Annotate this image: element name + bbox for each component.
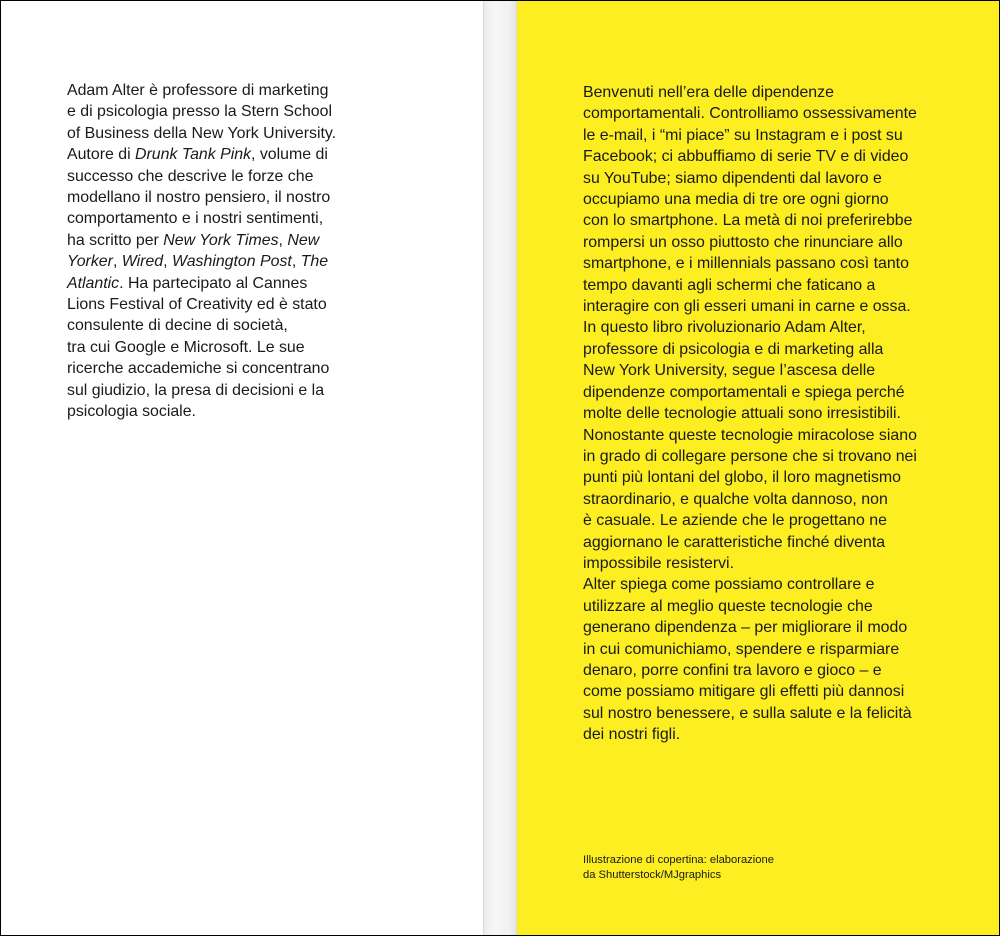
- bio-line: [67, 230, 367, 251]
- blurb-line: generano dipendenza – per migliorare il modo: [583, 619, 908, 637]
- bio-line: e di psicologia presso la Stern School: [67, 103, 332, 121]
- blurb-line: Alter spiega come possiamo controllare e: [583, 576, 875, 594]
- blurb-line: occupiamo una media di tre ore ogni giorno: [583, 191, 889, 209]
- blurb-line: in cui comunichiamo, spendere e risparmiare: [583, 640, 900, 658]
- right-flap-page: [517, 1, 999, 935]
- bio-line: ricerche accademiche si concentrano: [67, 360, 330, 378]
- blurb-line: in grado di collegare persone che si trovano nei: [583, 447, 917, 465]
- blurb-line: su YouTube; siamo dipendenti dal lavoro e: [583, 169, 882, 187]
- blurb-line: molte delle tecnologie attuali sono irresistibili.: [583, 405, 901, 423]
- bio-line: Lions Festival of Creativity ed è stato: [67, 296, 327, 314]
- blurb-line: come possiamo mitigare gli effetti più dannosi: [583, 683, 905, 701]
- bio-text-fragment: ha scritto per: [67, 231, 164, 249]
- publication-wired: Wired: [121, 253, 164, 271]
- publication-washington-post: Washington Post: [171, 253, 292, 271]
- blurb-line: impossibile resistervi.: [583, 554, 734, 572]
- blurb-line: sul nostro benessere, e sulla salute e la felicità: [583, 704, 912, 722]
- credit-line: da Shutterstock/MJgraphics: [583, 869, 722, 881]
- blurb-line: In questo libro rivoluzionario Adam Alter,: [583, 319, 866, 337]
- cover-illustration-credit: [583, 853, 843, 883]
- bio-text-fragment: ,: [278, 231, 288, 249]
- blurb-line: le e-mail, i “mi piace” su Instagram e i post su: [583, 126, 903, 144]
- bio-text-fragment: Autore di: [67, 146, 136, 164]
- publication-the-atlantic-part1: The: [300, 253, 329, 271]
- blurb-line: professore di psicologia e di marketing alla: [583, 340, 884, 358]
- bio-text-fragment: ,: [112, 253, 122, 271]
- blurb-paragraph-2: [583, 317, 935, 574]
- bio-line: successo che descrive le forze che: [67, 167, 314, 185]
- bio-line: sul giudizio, la presa di decisioni e la: [67, 381, 325, 399]
- blurb-paragraph-1: [583, 82, 935, 317]
- book-title-drunk-tank-pink: Drunk Tank Pink: [135, 146, 252, 164]
- blurb-line: aggiornano le caratteristiche finché diventa: [583, 533, 886, 551]
- bio-line: of Business della New York University.: [67, 124, 337, 142]
- bio-line: tra cui Google e Microsoft. Le sue: [67, 338, 305, 356]
- bio-line: [67, 144, 367, 165]
- book-blurb: [583, 82, 935, 746]
- credit-line: Illustrazione di copertina: elaborazione: [583, 854, 774, 866]
- blurb-line: interagire con gli esseri umani in carne e ossa.: [583, 298, 911, 316]
- bio-line: [67, 251, 367, 272]
- blurb-line: è casuale. Le aziende che le progettano ne: [583, 512, 887, 530]
- blurb-paragraph-3: [583, 574, 935, 745]
- bio-text-fragment: ,: [291, 253, 301, 271]
- blurb-line: rompersi un osso piuttosto che rinunciare allo: [583, 233, 903, 251]
- bio-line: Adam Alter è professore di marketing: [67, 82, 329, 99]
- blurb-line: Nonostante queste tecnologie miracolose siano: [583, 426, 917, 444]
- publication-new-yorker-part1: New: [287, 231, 320, 249]
- publication-the-atlantic-part2: Atlantic: [67, 274, 120, 292]
- blurb-line: Facebook; ci abbuffiamo di serie TV e di video: [583, 148, 909, 166]
- blurb-line: smartphone, e i millennials passano così tanto: [583, 255, 909, 273]
- blurb-line: dei nostri figli.: [583, 726, 681, 744]
- blurb-line: dipendenze comportamentali e spiega perché: [583, 383, 905, 401]
- bio-line: modellano il nostro pensiero, il nostro: [67, 189, 331, 207]
- blurb-line: punti più lontani del globo, il loro magnetismo: [583, 469, 902, 487]
- author-bio: [67, 80, 367, 423]
- publication-new-yorker-part2: Yorker: [67, 253, 113, 271]
- blurb-line: utilizzare al meglio queste tecnologie che: [583, 597, 873, 615]
- blurb-line: denaro, porre confini tra lavoro e gioco – e: [583, 661, 882, 679]
- blurb-line: Benvenuti nell’era delle dipendenze: [583, 84, 834, 101]
- bio-text-fragment: . Ha partecipato al Cannes: [119, 274, 308, 292]
- blurb-line: tempo davanti agli schermi che faticano a: [583, 276, 876, 294]
- blurb-line: con lo smartphone. La metà di noi preferirebbe: [583, 212, 913, 230]
- bio-line: psicologia sociale.: [67, 403, 196, 421]
- bio-text-fragment: ,: [163, 253, 172, 271]
- blurb-line: New York University, segue l’ascesa delle: [583, 362, 876, 380]
- blurb-line: comportamentali. Controlliamo ossessivamente: [583, 105, 917, 123]
- book-gutter: [483, 1, 517, 935]
- blurb-line: straordinario, e qualche volta dannoso, non: [583, 490, 888, 508]
- bio-line: [67, 273, 367, 294]
- bio-line: comportamento e i nostri sentimenti,: [67, 210, 324, 228]
- publication-new-york-times: New York Times: [163, 231, 279, 249]
- bio-text-fragment: , volume di: [251, 146, 328, 164]
- left-flap-page: [1, 1, 483, 935]
- bio-line: consulente di decine di società,: [67, 317, 288, 335]
